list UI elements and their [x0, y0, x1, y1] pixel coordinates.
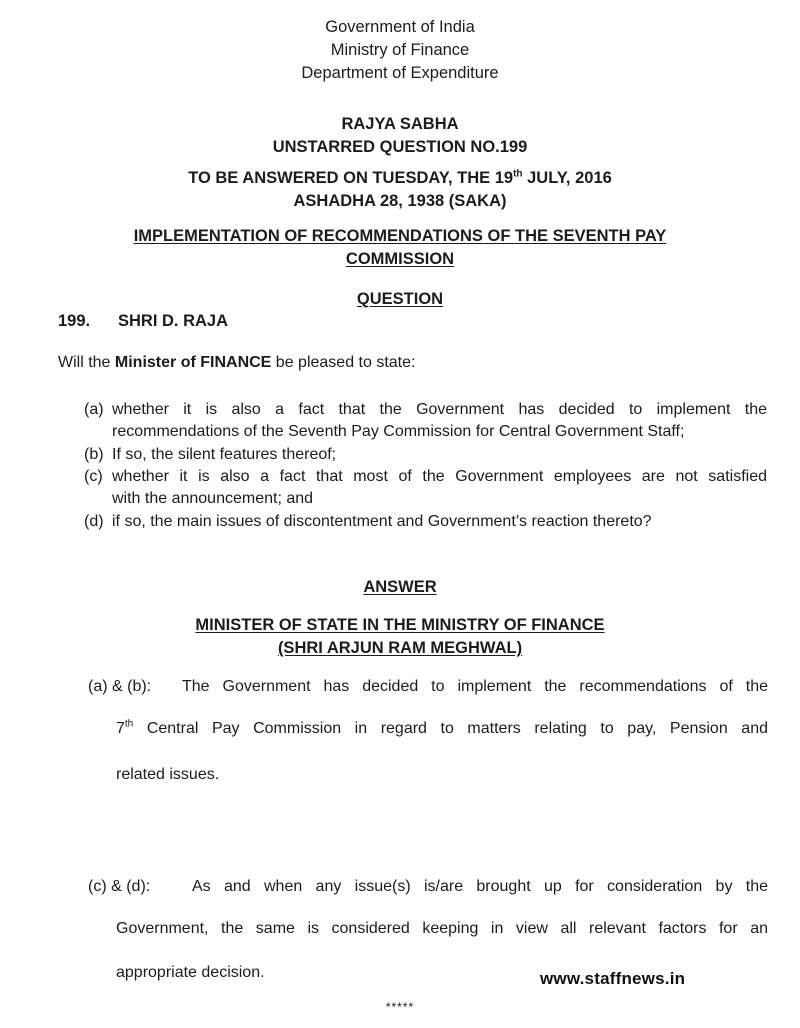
minister-line-1 — [0, 614, 800, 636]
answer-cd-line3: appropriate decision. — [116, 964, 265, 981]
answer-heading — [0, 576, 800, 598]
answer-ab-line2-text: Central Pay Commission in regard to matters relating to pay, Pension and — [133, 720, 768, 737]
question-item-a-line1: whether it is also a fact that the Government has decided to implement the — [112, 401, 767, 418]
question-item-d-line1: if so, the main issues of discontentment and Government’s reaction thereto? — [112, 513, 652, 530]
answer-cd-label: (c) & (d): — [88, 878, 151, 895]
question-item-c-line2: with the announcement; and — [112, 490, 314, 507]
answer-date-sup: th — [513, 168, 523, 180]
subject-line-1-text: IMPLEMENTATION OF RECOMMENDATIONS OF THE SEVENTH PAY — [133, 227, 667, 245]
minister-line-1-text: MINISTER OF STATE IN THE MINISTRY OF FINANCE — [195, 616, 605, 634]
minister-line-2-text: (SHRI ARJUN RAM MEGHWAL) — [277, 639, 523, 657]
question-intro-pre: Will the — [58, 354, 115, 371]
answer-cd-line2: Government, the same is considered keeping in view all relevant factors for an — [116, 920, 768, 937]
header-department: Department of Expenditure — [301, 64, 499, 82]
question-item-a-line2: recommendations of the Seventh Pay Commission for Central Government Staff; — [112, 423, 685, 440]
header-ministry: Ministry of Finance — [330, 41, 470, 59]
question-intro — [58, 352, 415, 374]
member-name: SHRI D. RAJA — [118, 312, 229, 330]
answer-ab-line2 — [116, 718, 768, 740]
answer-date-suffix: JULY, 2016 — [522, 169, 612, 187]
question-heading-text: QUESTION — [356, 290, 444, 308]
answer-ab-line3: related issues. — [116, 766, 220, 783]
answer-heading-text: ANSWER — [363, 578, 437, 596]
question-item-b-label: (b) — [84, 446, 104, 463]
answer-ab-label: (a) & (b): — [88, 678, 152, 695]
answer-date — [0, 167, 800, 189]
question-item-c-label: (c) — [84, 468, 103, 485]
answer-cd-line1: As and when any issue(s) is/are brought up for consideration by the — [192, 878, 768, 895]
minister-line-2 — [0, 637, 800, 659]
answer-ab-line2-sup: th — [124, 718, 134, 730]
answer-ab-line1: The Government has decided to implement the recommendations of the — [182, 678, 768, 695]
question-item-c-line1: whether it is also a fact that most of the Government employees are not satisfied — [112, 468, 767, 485]
end-mark: ***** — [385, 1000, 415, 1014]
question-serial: 199. — [58, 312, 91, 330]
staffnews-watermark: www.staffnews.in — [540, 969, 686, 988]
question-intro-minister: Minister of FINANCE — [114, 354, 272, 371]
saka-date: ASHADHA 28, 1938 (SAKA) — [293, 192, 507, 210]
question-item-d-label: (d) — [84, 513, 104, 530]
question-item-a-label: (a) — [84, 401, 104, 418]
question-item-b-line1: If so, the silent features thereof; — [112, 446, 337, 463]
subject-line-2-text: COMMISSION — [345, 250, 455, 268]
house-title: RAJYA SABHA — [341, 115, 459, 133]
question-intro-post: be pleased to state: — [271, 354, 416, 371]
subject-line-1 — [0, 225, 800, 247]
answer-date-prefix: TO BE ANSWERED ON TUESDAY, THE 19 — [188, 169, 514, 187]
answer-ab-line2-num: 7 — [116, 720, 125, 737]
question-heading — [0, 288, 800, 310]
question-number-title: UNSTARRED QUESTION NO.199 — [272, 138, 528, 156]
header-government: Government of India — [325, 18, 475, 36]
subject-line-2 — [0, 248, 800, 270]
